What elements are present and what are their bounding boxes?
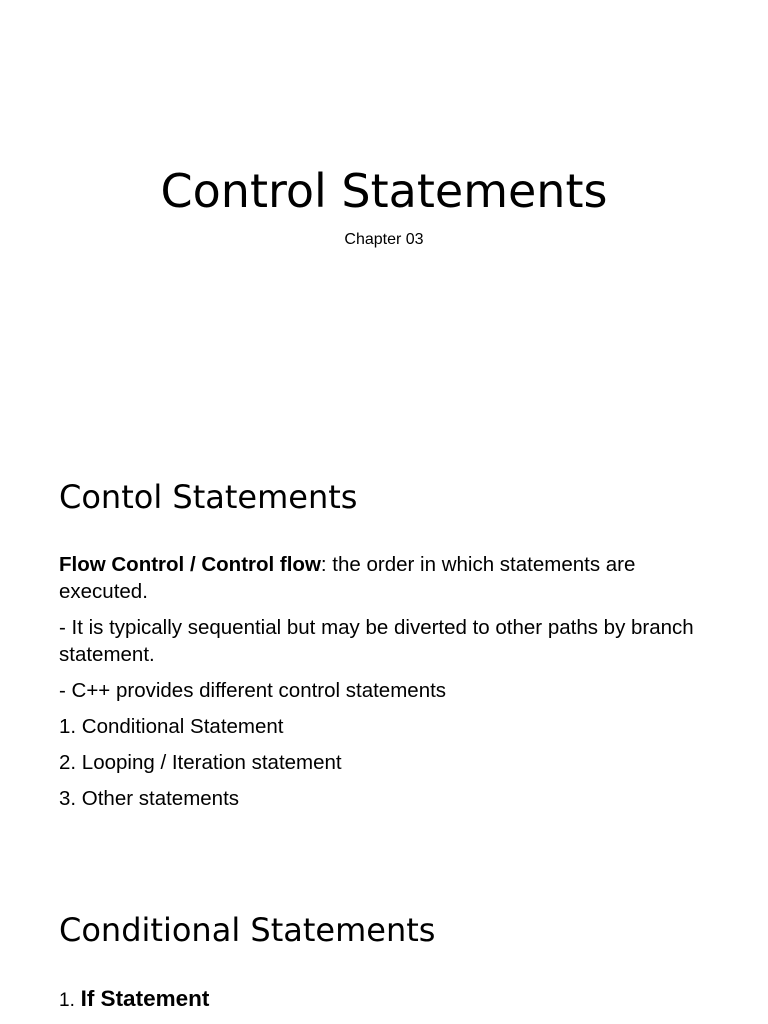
slide-title: Control Statements bbox=[160, 164, 608, 218]
body-paragraph: - C++ provides different control statements bbox=[59, 679, 447, 702]
list-item: 1. Conditional Statement bbox=[59, 715, 284, 738]
section-heading-control-statements: Contol Statements bbox=[59, 478, 358, 516]
list-item bbox=[59, 985, 709, 1014]
list-item-label: If Statement bbox=[80, 986, 210, 1011]
list-item: 3. Other statements bbox=[59, 787, 240, 810]
body-paragraph: - It is typically sequential but may be diverted to other paths by branch statement. bbox=[59, 616, 694, 666]
list-item: 2. Looping / Iteration statement bbox=[59, 751, 342, 774]
list-marker: 1. bbox=[59, 990, 75, 1011]
slide-subtitle: Chapter 03 bbox=[344, 231, 424, 248]
definition-text: : the order in which statements are executed. bbox=[59, 553, 636, 603]
definition-term: Flow Control / Control flow bbox=[59, 553, 321, 576]
control-statements-body bbox=[59, 551, 709, 821]
section-heading-conditional-statements: Conditional Statements bbox=[59, 911, 436, 949]
conditional-statements-body bbox=[59, 985, 709, 1023]
definition-paragraph bbox=[59, 551, 709, 605]
